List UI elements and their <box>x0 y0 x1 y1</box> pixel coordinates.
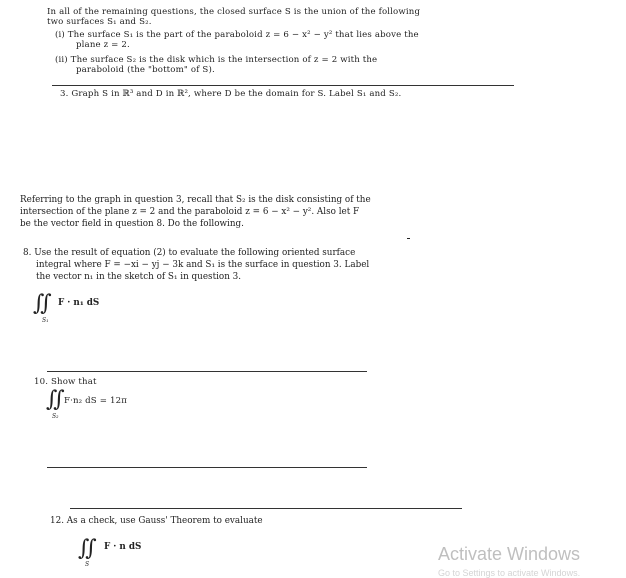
stray-mark <box>407 238 410 239</box>
referring-line-3: be the vector field in question 8. Do the following. <box>20 219 244 229</box>
question-12-subscript: S <box>85 561 90 568</box>
question-12-integrand: F · n dS <box>104 542 142 552</box>
question-3: 3. Graph S in ℝ³ and D in ℝ², where D be the domain for S. Label S₁ and S₂. <box>60 89 402 99</box>
divider-3 <box>47 467 367 468</box>
question-8-subscript: S₁ <box>42 317 49 324</box>
divider-4 <box>70 508 462 509</box>
question-8-integrand: F · n₁ dS <box>58 298 100 308</box>
question-8-line-2: integral where F = −xi − yj − 3k and S₁ is the surface in question 3. Label <box>36 260 370 270</box>
double-integral-icon: ∬ <box>33 291 52 316</box>
double-integral-icon: ∬ <box>46 387 65 412</box>
item-i-line-2: plane z = 2. <box>76 40 130 50</box>
item-i-line-1: (i) The surface S₁ is the part of the paraboloid z = 6 − x² − y² that lies above the <box>55 30 419 40</box>
question-10-line-1: 10. Show that <box>34 377 97 387</box>
question-10-subscript: S₂ <box>52 413 59 420</box>
question-10-integrand: F·n₂ dS = 12π <box>64 396 127 406</box>
intro-line-2: two surfaces S₁ and S₂. <box>47 17 152 27</box>
item-ii-line-1: (ii) The surface S₂ is the disk which is the intersection of z = 2 with the <box>55 55 378 65</box>
question-8-line-3: the vector n₁ in the sketch of S₁ in question 3. <box>36 272 242 282</box>
activate-windows-subtitle: Go to Settings to activate Windows. <box>438 568 581 578</box>
activate-windows-title: Activate Windows <box>438 544 581 564</box>
referring-line-1: Referring to the graph in question 3, recall that S₂ is the disk consisting of the <box>20 195 371 205</box>
intro-line-1: In all of the remaining questions, the closed surface S is the union of the following <box>47 7 421 17</box>
item-ii-line-2: paraboloid (the "bottom" of S). <box>76 65 215 75</box>
question-8-line-1: 8. Use the result of equation (2) to evaluate the following oriented surface <box>23 248 356 258</box>
double-integral-icon: ∬ <box>78 536 97 561</box>
divider-1 <box>52 85 514 86</box>
referring-line-2: intersection of the plane z = 2 and the paraboloid z = 6 − x² − y². Also let F <box>20 207 360 217</box>
question-12-line-1: 12. As a check, use Gauss' Theorem to evaluate <box>50 516 263 526</box>
divider-2 <box>47 371 367 372</box>
